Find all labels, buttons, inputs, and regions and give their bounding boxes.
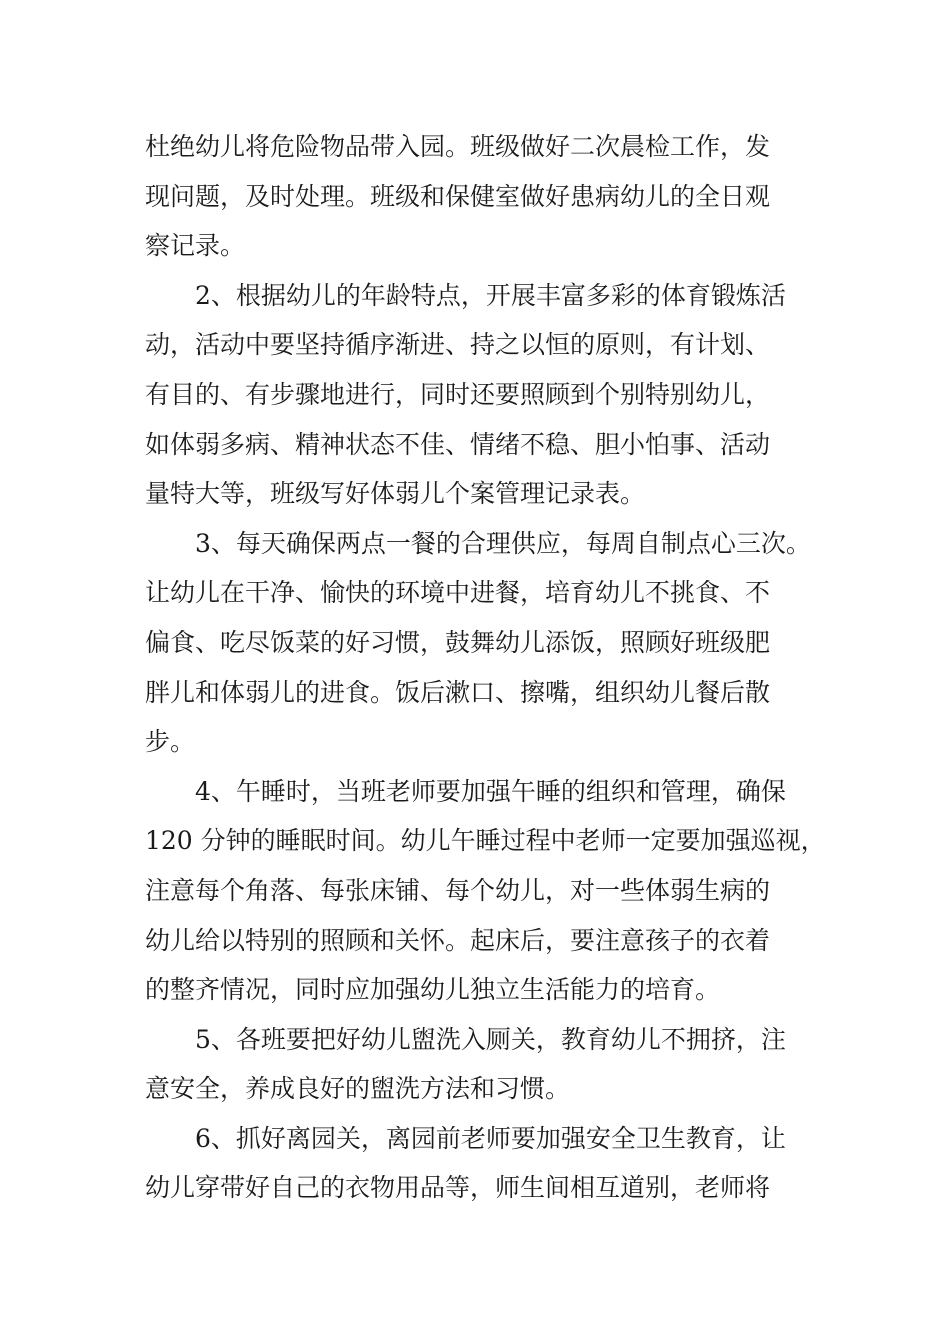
text-line: 幼儿给以特别的照顾和关怀。起床后，要注意孩子的衣着 [145,925,771,955]
text-line: 如体弱多病、精神状态不佳、情绪不稳、胆小怕事、活动 [145,429,771,459]
text-line: 动，活动中要坚持循序渐进、持之以恒的原则，有计划、 [145,330,771,360]
text-line: 3、每天确保两点一餐的合理供应，每周自制点心三次。 [195,528,811,558]
text-line: 现问题，及时处理。班级和保健室做好患病幼儿的全日观 [145,181,771,211]
text-line: 杜绝幼儿将危险物品带入园。班级做好二次晨检工作，发 [145,132,771,161]
text-line: 意安全，养成良好的盥洗方法和习惯。 [145,1074,571,1104]
text-line: 察记录。 [145,231,246,261]
text-line: 5、各班要把好幼儿盥洗入厕关，教育幼儿不拥挤，注 [195,1024,786,1054]
text-line: 4、午睡时，当班老师要加强午睡的组织和管理，确保 [195,776,786,806]
text-line: 幼儿穿带好自己的衣物用品等，师生间相互道别，老师将 [145,1173,771,1203]
text-line: 胖儿和体弱儿的进食。饭后漱口、擦嘴，组织幼儿餐后散 [145,677,771,707]
text-line: 让幼儿在干净、愉快的环境中进餐，培育幼儿不挑食、不 [145,578,771,608]
paragraph-item-6 [145,1114,845,1213]
text-line: 量特大等，班级写好体弱儿个案管理记录表。 [145,479,646,509]
text-line: 注意每个角落、每张床铺、每个幼儿，对一些体弱生病的 [145,875,771,905]
text-line: 2、根据幼儿的年龄特点，开展丰富多彩的体育锻炼活 [195,280,786,310]
text-line: 有目的、有步骤地进行，同时还要照顾到个别特别幼儿， [145,379,771,409]
text-line: 6、抓好离园关，离园前老师要加强安全卫生教育，让 [195,1123,786,1153]
paragraph-item-2 [145,271,845,519]
document-body [145,122,845,1213]
paragraph-item-3 [145,519,845,767]
paragraph-continued [145,122,845,271]
paragraph-item-5 [145,1015,845,1114]
text-line: 的整齐情况，同时应加强幼儿独立生活能力的培育。 [145,975,721,1005]
text-line: 步。 [145,727,196,757]
text-line: 偏食、吃尽饭菜的好习惯，鼓舞幼儿添饭，照顾好班级肥 [145,627,771,657]
text-line: 120 分钟的睡眠时间。幼儿午睡过程中老师一定要加强巡视， [145,826,826,856]
paragraph-item-4 [145,767,845,1015]
